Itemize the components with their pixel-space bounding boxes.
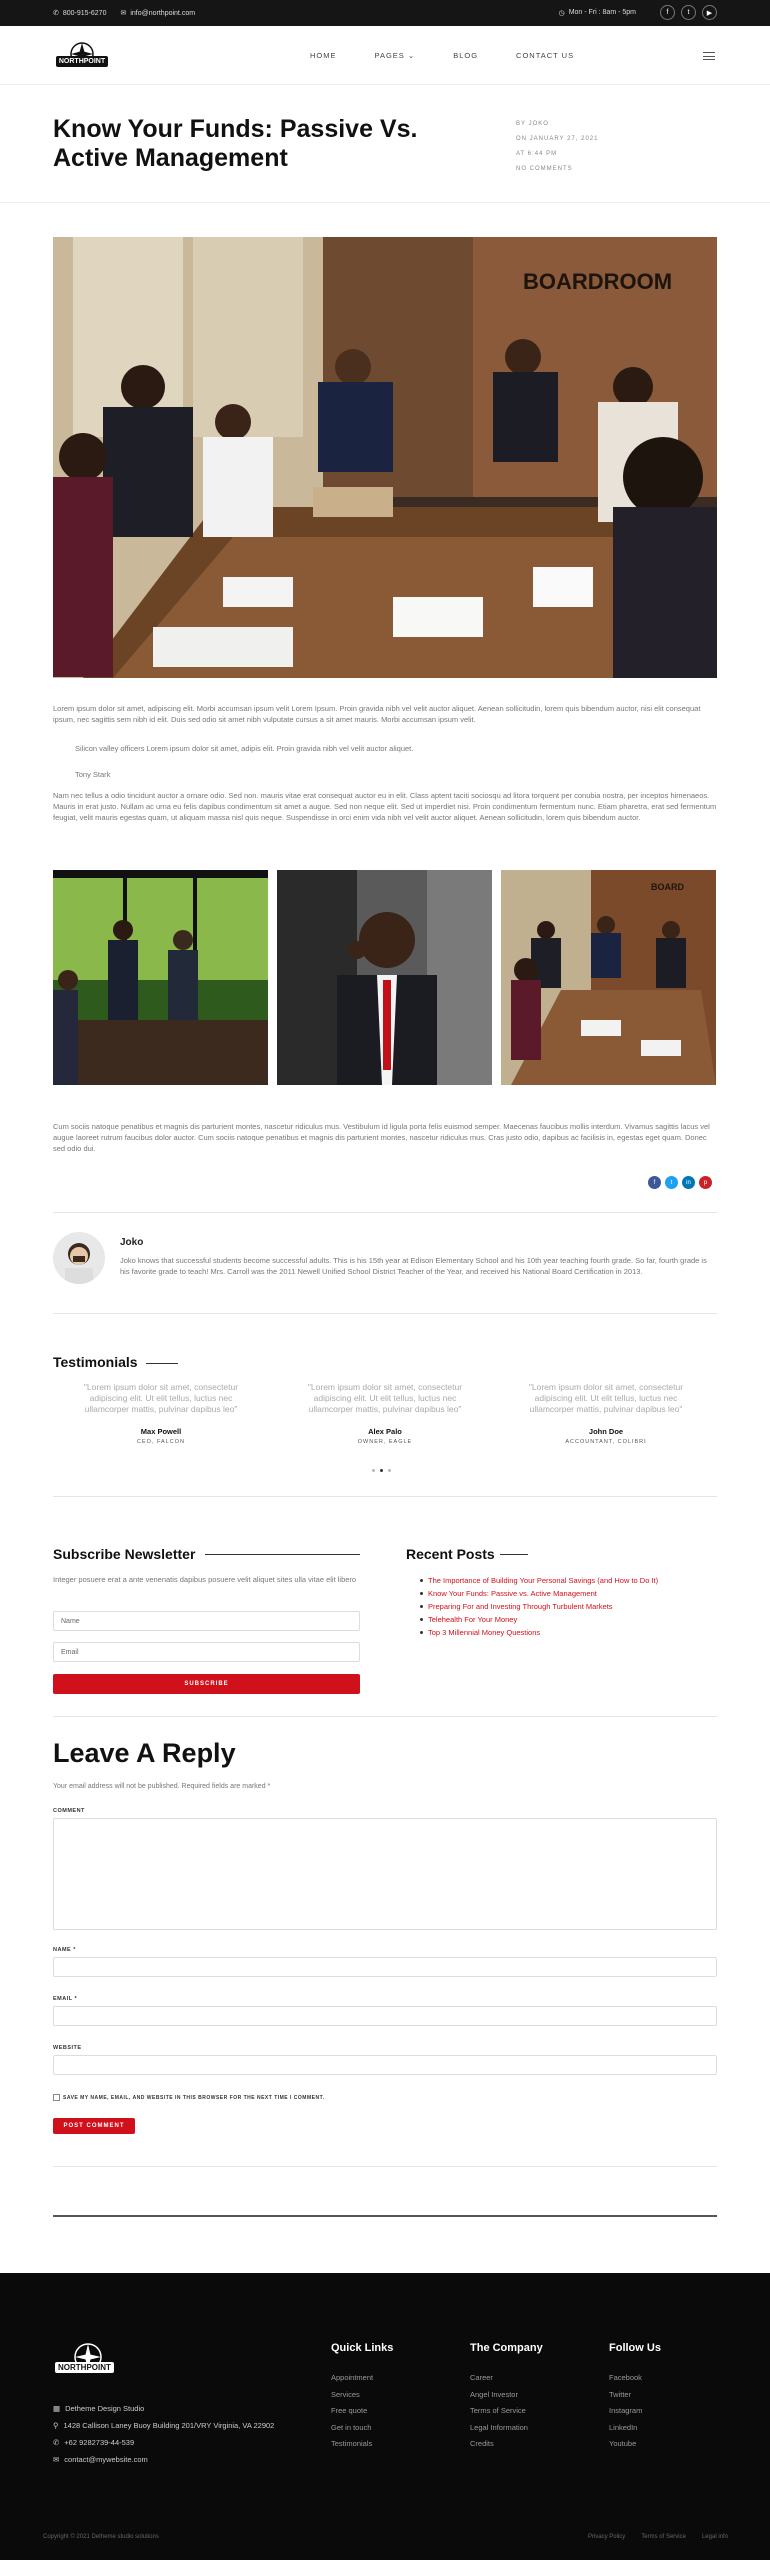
carousel-dot[interactable] xyxy=(388,1469,391,1472)
footer-link[interactable]: LinkedIn xyxy=(609,2422,638,2432)
footer-link[interactable]: Twitter xyxy=(609,2389,632,2399)
post-comments[interactable]: NO COMMENTS xyxy=(516,166,573,172)
testimonial-name: Max Powell xyxy=(140,1427,182,1436)
svg-text:BOARDROOM: BOARDROOM xyxy=(523,269,673,294)
testimonial-card xyxy=(516,1382,696,1445)
copyright: Copyright © 2021 Detheme studio solutions xyxy=(43,2534,159,2540)
testimonial-quote: "Lorem ipsum dolor sit amet, consectetur adipiscing elit. Ut elit tellus, luctus nec ullamcorper mattis, pulvinar dapibus leo" xyxy=(528,1382,684,1414)
divider xyxy=(53,2215,717,2217)
carousel-dot[interactable] xyxy=(372,1469,375,1472)
twitter-icon[interactable]: t xyxy=(665,1176,678,1189)
top-hours: Mon - Fri : 8am - 5pm xyxy=(568,9,636,16)
post-meta xyxy=(516,117,598,177)
phone-icon: ✆ xyxy=(53,10,59,17)
footer-link[interactable]: Appointment xyxy=(331,2373,374,2382)
footer-link[interactable]: Services xyxy=(331,2389,360,2399)
divider xyxy=(53,1496,717,1497)
email-input[interactable] xyxy=(53,2006,717,2026)
gallery-image-1[interactable] xyxy=(53,870,268,1085)
twitter-icon[interactable]: t xyxy=(681,5,696,20)
footer-col-follow xyxy=(609,2341,661,2453)
recent-post-link[interactable]: Top 3 Millennial Money Questions xyxy=(418,1626,658,1639)
divider xyxy=(53,1212,717,1213)
share-buttons xyxy=(648,1176,712,1189)
testimonial-quote: "Lorem ipsum dolor sit amet, consectetur adipiscing elit. Ut elit tellus, luctus nec ullamcorper mattis, pulvinar dapibus leo" xyxy=(307,1382,463,1414)
footer-link[interactable]: Career xyxy=(470,2373,493,2382)
footer-link[interactable]: Testimonials xyxy=(331,2439,373,2448)
chevron-down-icon: ⌄ xyxy=(407,51,416,60)
comment-label: COMMENT xyxy=(53,1808,85,1814)
footer-link[interactable]: Legal Information xyxy=(470,2422,528,2432)
footer-bottom-links xyxy=(588,2534,728,2540)
top-phone[interactable]: 800-915-6270 xyxy=(62,9,107,17)
footer-link[interactable]: Youtube xyxy=(609,2439,637,2448)
footer-link[interactable]: Free quote xyxy=(331,2406,368,2415)
testimonial-quote: "Lorem ipsum dolor sit amet, consectetur adipiscing elit. Ut elit tellus, luctus nec ullamcorper mattis, pulvinar dapibus leo" xyxy=(83,1382,239,1414)
featured-image xyxy=(53,237,717,678)
linkedin-icon[interactable]: in xyxy=(682,1176,695,1189)
pinterest-icon[interactable]: p xyxy=(699,1176,712,1189)
footer-link[interactable]: Credits xyxy=(470,2439,494,2448)
newsletter-text: Integer posuere erat a ante venenatis dapibus posuere velit aliquet sites ulla vitae elit libero xyxy=(53,1575,357,1584)
recent-posts-list xyxy=(418,1574,658,1639)
name-label: NAME * xyxy=(53,1947,76,1953)
top-email[interactable]: info@northpoint.com xyxy=(130,9,196,17)
footer-logo[interactable] xyxy=(53,2341,123,2381)
post-comment-button[interactable]: POST COMMENT xyxy=(53,2118,135,2134)
location-icon: ⚲ xyxy=(53,2421,59,2430)
youtube-icon[interactable]: ▶ xyxy=(702,5,717,20)
testimonial-role: OWNER, EAGLE xyxy=(357,1439,413,1445)
footer-link[interactable]: Instagram xyxy=(609,2406,643,2415)
author-bio: Joko knows that successful students become successful adults. This is his 15th year at Edison Elementary School and his 10th year teaching fourth grade. So far, fourth grade is his favorite grade to teach! Mrs. Carroll was the 2011 Newell Unified School District Teacher of the Year, and received his National Board Certification in 2013. xyxy=(120,1256,707,1276)
gallery-image-3[interactable] xyxy=(501,870,716,1085)
nav-contact[interactable]: CONTACT US xyxy=(516,51,575,60)
svg-text:BOARD: BOARD xyxy=(651,882,684,892)
testimonial-role: CEO, FALCON xyxy=(137,1439,185,1445)
footer-col-title: Quick Links xyxy=(331,2342,394,2354)
building-icon: ▦ xyxy=(53,2404,61,2413)
footer-col-company xyxy=(470,2341,543,2453)
terms-link[interactable]: Terms of Service xyxy=(641,2534,686,2540)
nav-pages[interactable]: PAGES ⌄ xyxy=(374,51,416,60)
menu-icon[interactable] xyxy=(703,52,715,60)
subscribe-button[interactable]: SUBSCRIBE xyxy=(53,1674,360,1694)
footer-link[interactable]: Terms of Service xyxy=(470,2406,526,2415)
post-time: AT 6:44 PM xyxy=(516,151,558,157)
blockquote: Silicon valley officers Lorem ipsum dolor sit amet, adipis elit. Proin gravida nibh vel velit auctor aliquet. xyxy=(75,744,414,753)
phone-icon: ✆ xyxy=(53,2438,60,2447)
facebook-icon[interactable]: f xyxy=(660,5,675,20)
comment-textarea[interactable] xyxy=(53,1818,717,1930)
gallery-image-2[interactable] xyxy=(277,870,492,1085)
logo-text: NORTHPOINT xyxy=(56,56,108,67)
footer-company: Dethemе Design Studio xyxy=(65,2404,145,2413)
footer-link[interactable]: Angel Investor xyxy=(470,2389,518,2399)
footer-col-title: Follow Us xyxy=(609,2342,661,2354)
footer-col-quick-links xyxy=(331,2341,393,2453)
nav-home[interactable]: HOME xyxy=(310,51,337,60)
testimonial-card xyxy=(71,1382,251,1445)
testimonial-role: ACCOUNTANT, COLIBRI xyxy=(565,1439,647,1445)
newsletter-heading: Subscribe Newsletter xyxy=(53,1546,196,1562)
paragraph-1: Lorem ipsum dolor sit amet, adipiscing elit. Morbi accumsan ipsum velit Lorem Ipsum. Proin gravida nibh vel velit auctor aliquet. Aenean sollicitudin, lorem quis bibendum auctor, nisi elit consequat ipsum, nec sagittis sem nibh id elit. Duis sed odio sit amet nibh vulputate cursus a sit amet mauris. Morbi accumsan ipsum velit. xyxy=(53,704,701,724)
recent-posts-heading: Recent Posts xyxy=(406,1546,495,1562)
newsletter-name-input[interactable]: Name xyxy=(53,1611,360,1631)
carousel-dot-active[interactable] xyxy=(380,1469,383,1472)
legal-link[interactable]: Legal info xyxy=(701,2534,728,2540)
email-label: EMAIL * xyxy=(53,1996,78,2002)
testimonial-name: Alex Palo xyxy=(368,1427,402,1436)
footer xyxy=(0,2273,770,2560)
post-date: ON JANUARY 27, 2021 xyxy=(516,136,599,142)
footer-phone[interactable]: +62 9282739-44-539 xyxy=(64,2438,135,2447)
testimonial-name: John Doe xyxy=(588,1427,624,1436)
recent-post-link[interactable]: The Importance of Building Your Personal Savings (and How to Do It) xyxy=(418,1574,658,1587)
reply-note: Your email address will not be published. Required fields are marked * xyxy=(53,1783,271,1790)
heading-line xyxy=(146,1363,178,1364)
heading-line xyxy=(205,1554,360,1555)
recent-post-link[interactable]: Preparing For and Investing Through Turbulent Markets xyxy=(418,1600,658,1613)
paragraph-2: Nam nec tellus a odio tincidunt auctor a ornare odio. Sed non. mauris vitae erat consequat auctor eu in elit. Class aptent taciti sociosqu ad litora torquent per conubia nostra, per inceptos himenaeos. Mauris in erat justo. Nullam ac urna eu felis dapibus condimentum sit amet a augue. Sed non neque elit. Sed ut imperdiet nisi. Proin condimentum fermentum nunc. Etiam pharetra, erat sed fermentum feugiat, velit mauris egestas quam, ut aliquam massa nisl quis neque. Suspendisse in orci enim vida nibh vel velit auctor aliquet. Aenean sollicitudin, lorem quis bibendum auctor. xyxy=(53,791,717,822)
footer-address: 1428 Callison Laney Buoy Building 201/VRY Virginia, VA 22902 xyxy=(63,2421,275,2430)
footer-link[interactable]: Get in touch xyxy=(331,2422,372,2432)
mail-icon: ✉ xyxy=(120,10,127,17)
top-bar xyxy=(0,0,770,26)
newsletter-email-input[interactable]: Email xyxy=(53,1642,360,1662)
site-logo[interactable] xyxy=(53,40,111,72)
author-name[interactable]: Joko xyxy=(120,1237,144,1248)
nav-blog[interactable]: BLOG xyxy=(453,51,479,60)
footer-link[interactable]: Facebook xyxy=(609,2373,642,2382)
footer-contact xyxy=(53,2403,294,2471)
save-info-label: SAVE MY NAME, EMAIL, AND WEBSITE IN THIS BROWSER FOR THE NEXT TIME I COMMENT. xyxy=(63,2095,325,2101)
save-info-checkbox[interactable] xyxy=(53,2094,60,2101)
paragraph-3: Cum sociis natoque penatibus et magnis dis parturient montes, nascetur ridiculus mus. Vestibulum id ligula porta felis euismod semper. Maecenas faucibus mollis interdum. Vivamus sagittis lacus vel augue laoreet rutrum faucibus dolor auctor. Cum sociis natoque penatibus et magnis dis parturient montes, nascetur ridiculus mus. Cras justo odio, dapibus ac facilisis in, egestas eget quam. Donec sed odio dui. xyxy=(53,1122,710,1153)
main-nav xyxy=(0,26,770,85)
privacy-link[interactable]: Privacy Policy xyxy=(587,2534,626,2540)
divider xyxy=(53,1313,717,1314)
author-avatar xyxy=(53,1232,105,1284)
blockquote-cite: Tony Stark xyxy=(75,770,111,779)
website-input[interactable] xyxy=(53,2055,717,2075)
reply-heading: Leave A Reply xyxy=(53,1738,236,1768)
heading-line xyxy=(500,1554,528,1555)
testimonials-heading: Testimonials xyxy=(53,1354,138,1370)
clock-icon: ◷ xyxy=(558,9,565,17)
carousel-dots xyxy=(372,1469,391,1472)
divider xyxy=(53,2166,717,2167)
facebook-icon[interactable]: f xyxy=(648,1176,661,1189)
divider xyxy=(53,1716,717,1717)
footer-logo-text: NORTHPOINT xyxy=(55,2362,114,2373)
post-title: Know Your Funds: Passive Vs. Active Management xyxy=(53,115,418,172)
testimonial-card xyxy=(295,1382,475,1445)
name-input[interactable] xyxy=(53,1957,717,1977)
post-header xyxy=(0,85,770,203)
recent-post-link[interactable]: Know Your Funds: Passive vs. Active Management xyxy=(418,1587,658,1600)
recent-post-link[interactable]: Telehealth For Your Money xyxy=(418,1613,658,1626)
website-label: WEBSITE xyxy=(53,2045,82,2051)
footer-email[interactable]: contact@mywebsite.com xyxy=(64,2455,148,2464)
footer-col-title: The Company xyxy=(470,2342,543,2354)
post-author[interactable]: BY JOKO xyxy=(516,121,549,127)
mail-icon: ✉ xyxy=(53,2455,60,2464)
